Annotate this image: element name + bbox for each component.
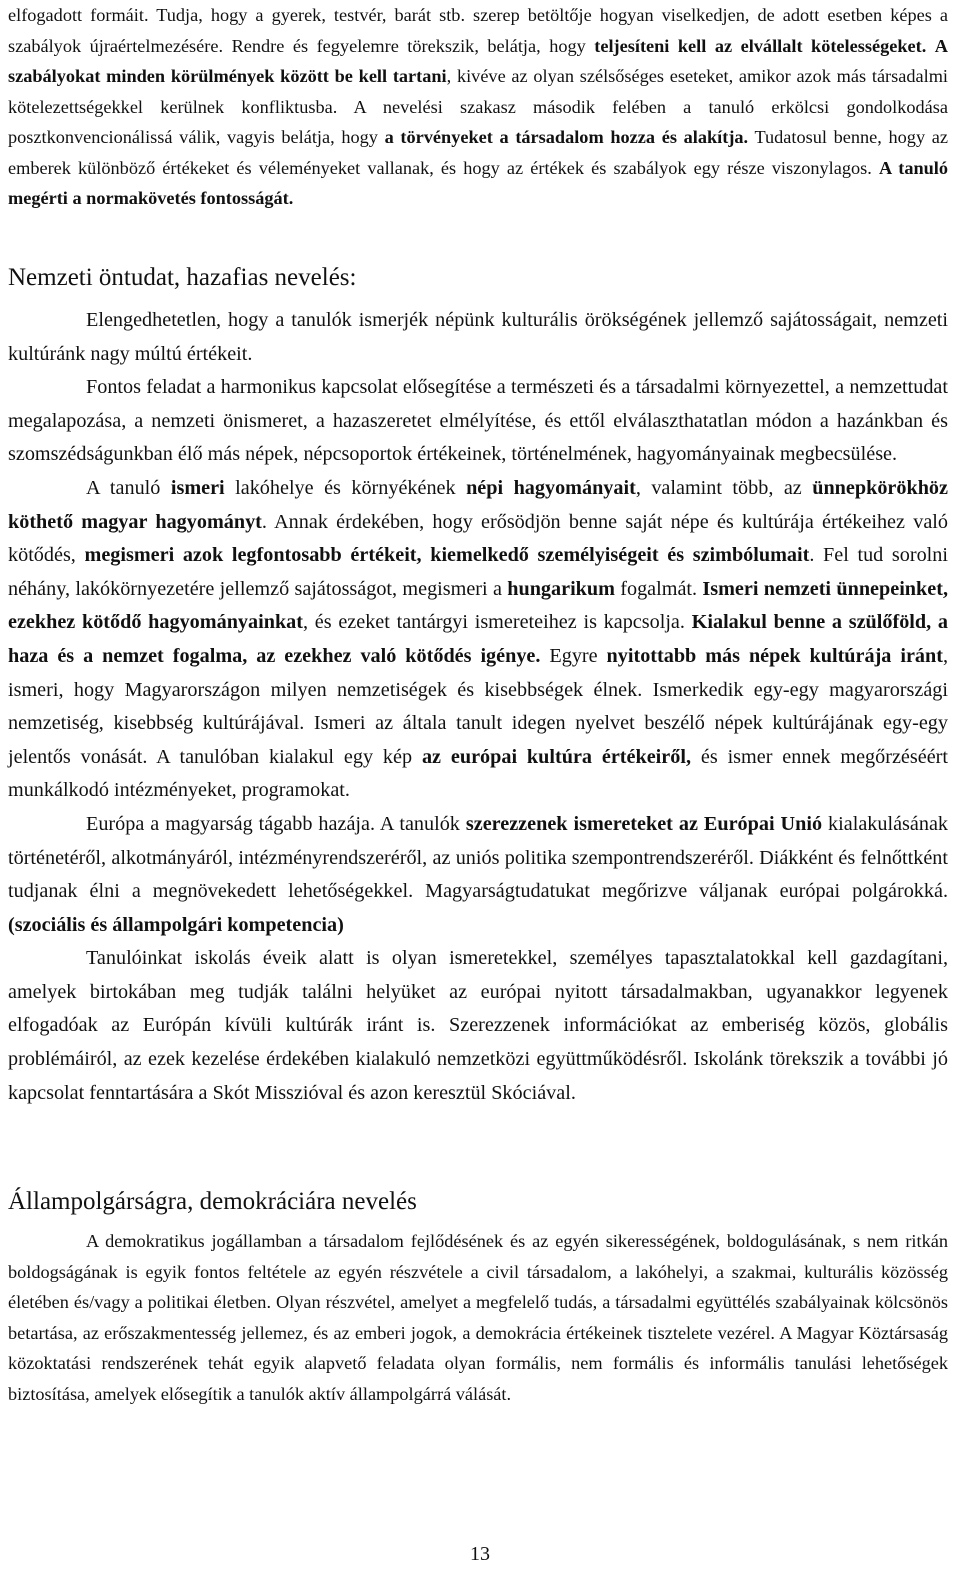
bold-text-run: ünnepkörökhöz köthető magyar hagyományt <box>8 476 948 533</box>
text-run: . Fel tud sorolni néhány, lakókörnyezetére jellemző sajátosságot, megismeri a <box>8 544 948 600</box>
paragraph-global <box>8 942 948 1110</box>
bold-text-run: népi hagyományait <box>466 476 636 499</box>
text-run: , valamint több, az <box>635 476 813 499</box>
text-run: lakóhelye és környékének <box>224 476 467 499</box>
paragraph-rules <box>8 0 948 214</box>
section-heading-national: Nemzeti öntudat, hazafias nevelés: <box>8 264 357 291</box>
section-citizenship-body <box>8 1226 948 1409</box>
text-run: , és ezeket tantárgyi ismereteihez is kapcsolja. <box>303 611 692 634</box>
bold-text-run: nyitottabb más népek kultúrája iránt <box>606 644 943 667</box>
paragraph-europe <box>8 808 948 942</box>
bold-text-run: A tanuló megérti a normakövetés fontosságát. <box>8 157 949 208</box>
bold-text-run: Kialakul benne a szülőföld, a haza és a nemzet fogalma, az ezekhez való kötődés igénye. <box>8 611 949 667</box>
text-run: Tanulóinkat iskolás éveik alatt is olyan ismeretekkel, személyes tapasztalatokkal kell gazdagítani, amelyek birtokában meg tudják találni helyüket az európai nyitott társadalmakban, ugyanakkor legyenek elfogadóak az Európán kívüli kultúrák iránt is. Szerezzenek információkat az emberiség közös, globális problémáiról, az ezek kezelése érdekében kialakuló nemzetközi együttműködésről. Iskolánk törekszik a további jó kapcsolat fenntartására a Skót Misszióval és azon keresztül Skóciával. <box>8 947 948 1104</box>
bold-text-run: a törvényeket a társadalom hozza és alakítja. <box>384 127 749 147</box>
section-national-identity <box>8 262 948 294</box>
section-citizenship <box>8 1186 948 1218</box>
bold-text-run: az európai kultúra értékeiről, <box>421 745 691 768</box>
text-run <box>926 36 935 56</box>
bold-text-run: A szabályokat minden körülmények között be kell tartani <box>8 35 948 86</box>
text-run: , ismeri, hogy Magyarországon milyen nemzetiségek és kisebbségek élnek. Ismerkedik egy-egy magyarországi nemzetiség, kisebbség kultúrájával. Ismeri az általa tanult idegen nyelvet beszélő népek kultúrájának egy-egy jelentős vonását. A tanulóban kialakul egy kép <box>8 644 949 768</box>
paragraph-heritage <box>8 304 948 371</box>
paragraph-traditions <box>8 472 948 808</box>
text-run: Fontos feladat a harmonikus kapcsolat elősegítése a természeti és a társadalmi környezettel, a nemzettudat megalapozása, a nemzeti önismeret, a hazaszeretet elmélyítése, és ettől elválaszthatatlan módon a hazánkban és szomszédságunkban élő más népek, népcsoportok értékeinek, történelmének, hagyományainak megbecsülése. <box>8 376 948 466</box>
bold-text-run: Ismeri nemzeti ünnepeinket, ezekhez kötődő hagyományainkat <box>8 577 948 634</box>
bold-text-run: ismeri <box>170 476 225 499</box>
text-run: Európa a magyarság tágabb hazája. A tanulók <box>86 812 466 835</box>
section-heading-citizenship: Állampolgárságra, demokráciára nevelés <box>8 1188 417 1215</box>
text-run: kialakulásának történetéről, alkotmányáról, intézményrendszeréről, az uniós politika szempontrendszeréről. Diákként és felnőttként tudjanak élni a megnövekedett lehetőségekkel. Magyarságtudatukat megőrizve váljanak európai polgárokká. <box>8 812 948 903</box>
text-run: A tanuló <box>86 476 171 499</box>
section-moral-education <box>8 0 948 214</box>
text-run: fogalmát. <box>614 577 703 600</box>
text-run: A demokratikus jogállamban a társadalom fejlődésének és az egyén sikerességének, boldogulásának, s nem ritkán boldogságának is egyik fontos feltétele az egyén részvétele a civil társadalom, a lakóhelyi, a szakmai, kulturális közösség életében és/vagy a politikai életben. Olyan részvétel, amelyet a megfelelő tudás, a társadalmi együttélés szabályainak kölcsönös betartása, az erőszakmentesség jellemez, és az emberi jogok, a demokrácia értékeinek tisztelete vezérel. A Magyar Köztársaság közoktatási rendszerének tehát egyik alapvető feladata olyan formális, nem formális és informális tanulási lehetőségek biztosítása, amelyek elősegítik a tanulók aktív állampolgárrá válását. <box>8 1231 948 1404</box>
paragraph-harmony <box>8 371 948 472</box>
bold-text-run: hungarikum <box>507 577 615 600</box>
text-run: és ismer ennek megőrzéséért munkálkodó intézményeket, programokat. <box>8 745 948 802</box>
section-national-body <box>8 304 948 1110</box>
text-run: . Annak érdekében, hogy erősödjön benne saját népe és kultúrája értékeihez való kötődés, <box>8 510 948 567</box>
text-run: Egyre <box>540 644 607 667</box>
page-number: 13 <box>470 1543 490 1565</box>
paragraph-democracy <box>8 1226 948 1409</box>
text-run: , kivéve az olyan szélsőséges eseteket, amikor azok más társadalmi kötelezettségekkel kerülnek konfliktusba. A nevelési szakasz második felében a tanuló erkölcsi gondolkodása posztkonvencionálissá válik, vagyis belátja, hogy <box>8 66 949 147</box>
bold-text-run: megismeri azok legfontosabb értékeit, kiemelkedő személyiségeit és szimbólumait <box>84 544 810 567</box>
text-run: Tudatosul benne, hogy az emberek különböző értékeket és véleményeket vallanak, és hogy az értékek és szabályok egy része viszonylagos. <box>8 127 949 178</box>
bold-text-run: szerezzenek ismereteket az Európai Unió <box>465 812 823 835</box>
bold-text-run: (szociális és állampolgári kompetencia) <box>8 913 344 936</box>
text-run: elfogadott formáit. Tudja, hogy a gyerek, testvér, barát stb. szerep betöltője hogyan viselkedjen, de adott esetben képes a szabályok újraértelmezésére. Rendre és fegyelemre törekszik, belátja, hogy <box>8 5 948 56</box>
text-run: Elengedhetetlen, hogy a tanulók ismerjék népünk kulturális örökségének jellemző sajátosságait, nemzeti kultúránk nagy múltú értékeit. <box>8 309 948 365</box>
bold-text-run: teljesíteni kell az elvállalt kötelességeket. <box>594 35 927 56</box>
